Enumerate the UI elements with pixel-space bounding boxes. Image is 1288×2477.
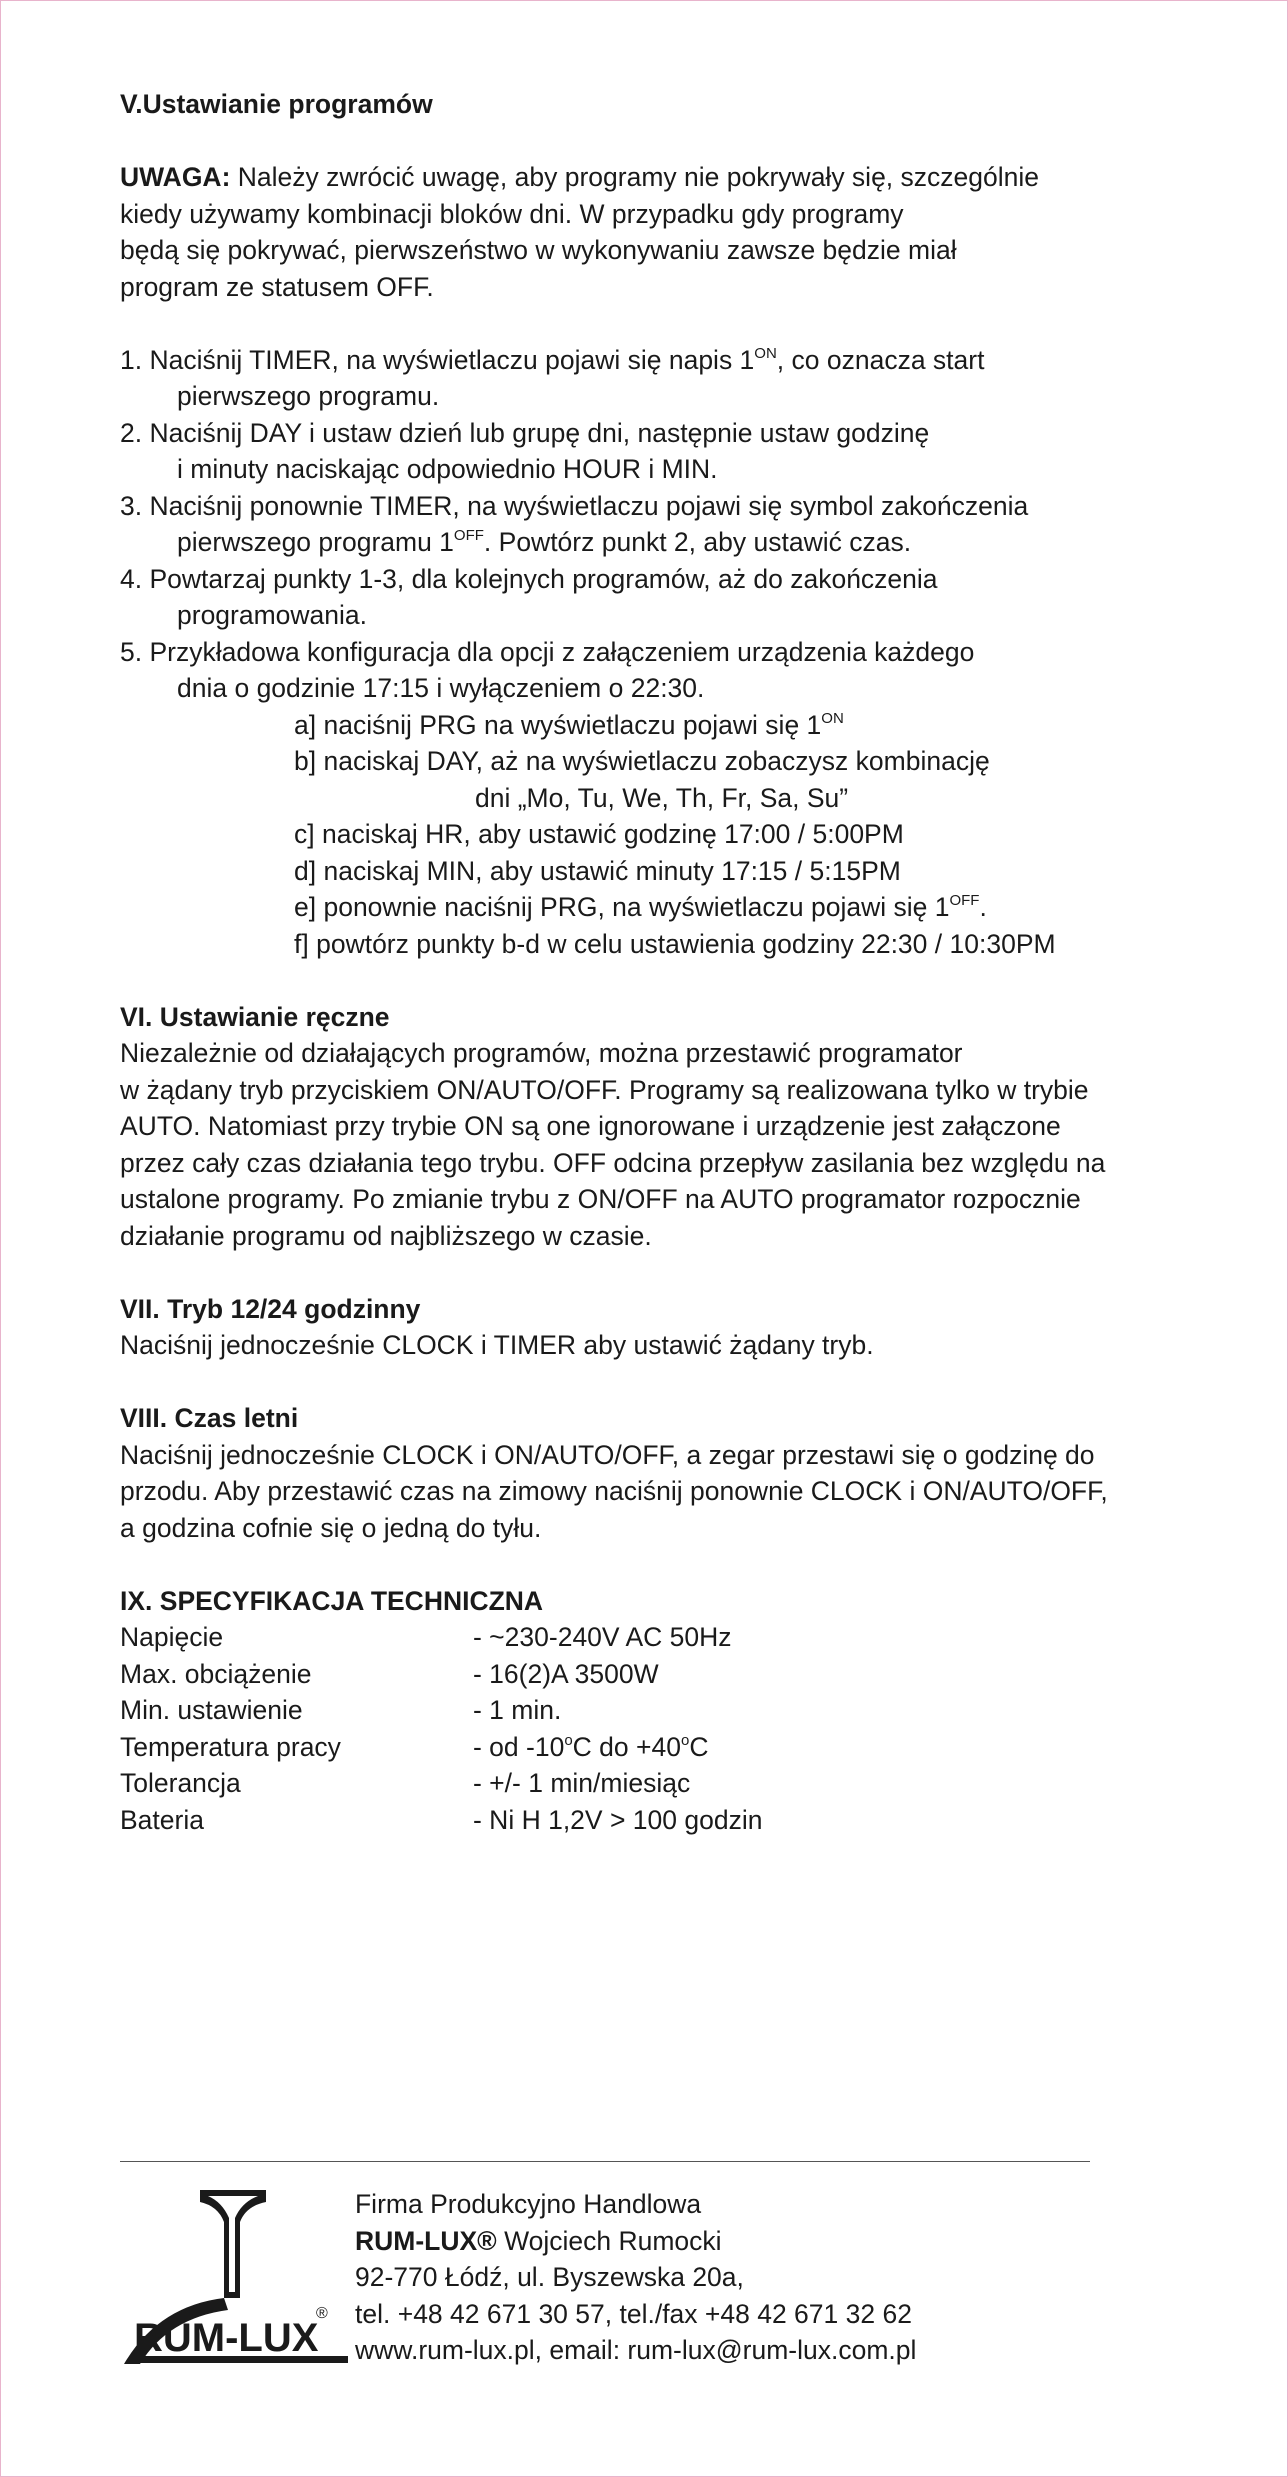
warning-paragraph [120,159,1180,305]
warning-line: Należy zwrócić uwagę, aby programy nie pokrywały się, szczególnie [230,162,1039,192]
substep-e: e] ponownie naciśnij PRG, na wyświetlaczu pojawi się $1^{OFF}$. [294,892,987,922]
spec-label: Min. ustawienie [120,1695,303,1725]
substep-c: c] naciskaj HR, aby ustawić godzinę 17:00 / 5:00PM [294,819,904,849]
spec-row [120,1802,1180,1839]
spec-row [120,1692,1180,1729]
spec-label: Bateria [120,1804,204,1835]
body-line: przez cały czas działania tego trybu. OFF odcina przepływ zasilania bez względu na [120,1147,1106,1178]
section-ix-title: IX. SPECYFIKACJA TECHNICZNA [120,1585,544,1616]
spec-value: - 1 min. [473,1695,562,1725]
step-4: 4. Powtarzaj punkty 1-3, dla kolejnych programów, aż do zakończenia programowania. [120,563,938,630]
section-vi-body [120,1035,1180,1254]
logo-registered-mark: ® [316,2305,328,2322]
body-line: ustalone programy. Po zmianie trybu z ON/OFF na AUTO programator rozpocznie [120,1184,1081,1214]
steps-list [120,342,1180,963]
substep-f: f] powtórz punkty b-d w celu ustawienia godziny 22:30 / 10:30PM [294,928,1056,959]
section-vi-title: VI. Ustawianie ręczne [120,1001,390,1032]
section-v-title: V.Ustawianie programów [120,89,433,119]
spec-label: Napięcie [120,1622,224,1652]
body-line: Naciśnij jednocześnie CLOCK i ON/AUTO/OFF, a zegar przestawi się o godzinę do [120,1439,1095,1470]
substep-b: b] naciskaj DAY, aż na wyświetlaczu zobaczysz kombinację [294,746,990,776]
spec-table [120,1619,1180,1838]
step-3: 3. Naciśnij ponownie TIMER, na wyświetlaczu pojawi się symbol zakończenia pierwszego programu $1^{OFF}$. Powtórz punkt 2, aby ustawić czas. [120,490,1029,557]
spec-label: Max. obciążenie [120,1658,312,1689]
body-line: Naciśnij jednocześnie CLOCK i TIMER aby ustawić żądany tryb. [120,1330,874,1360]
spec-value: - od -10$^o$C do $+40^oC$ [473,1731,709,1762]
substep-d: d] naciskaj MIN, aby ustawić minuty 17:15 / 5:15PM [294,855,901,886]
spec-row [120,1729,1180,1766]
company-name [355,2223,1155,2260]
document-body [120,86,1180,1838]
body-line: w żądany tryb przyciskiem ON/AUTO/OFF. Programy są realizowana tylko w trybie [120,1074,1089,1105]
footer-divider [120,2161,1090,2162]
spec-row [120,1619,1180,1656]
body-line: Niezależnie od działających programów, można przestawić programator [120,1038,963,1068]
spec-row [120,1656,1180,1693]
section-viii-body [120,1437,1180,1547]
step-2: 2. Naciśnij DAY i ustaw dzień lub grupę dni, następnie ustaw godzinę i minuty naciskając odpowiednio HOUR i MIN. [120,417,930,484]
company-address: 92-770 Łódź, ul. Byszewska 20a, [355,2262,744,2292]
spec-value: - Ni H 1,2V > 100 godzin [473,1804,763,1835]
section-vii-title: VII. Tryb 12/24 godzinny [120,1293,421,1324]
spec-value: - ~230-240V AC 50Hz [473,1622,732,1652]
spec-value: - 16(2)A 3500W [473,1658,659,1689]
warning-line: będą się pokrywać, pierwszeństwo w wykonywaniu zawsze będzie miał [120,235,957,265]
owner-name: Wojciech Rumocki [496,2225,722,2256]
step-5: 5. Przykładowa konfiguracja dla opcji z załączeniem urządzenia każdego dnia o godzinie 17:15 i wyłączeniem o 22:30. [120,636,975,703]
spec-label: Tolerancja [120,1768,241,1798]
company-line: Firma Produkcyjno Handlowa [355,2189,702,2219]
company-info [355,2186,1155,2369]
company-web[interactable]: www.rum-lux.pl, email: rum-lux@rum-lux.com.pl [355,2335,917,2365]
substep-b-continuation: dni „Mo, Tu, We, Th, Fr, Sa, Su” [475,782,849,813]
warning-label: UWAGA: [120,162,231,192]
spec-row [120,1765,1180,1802]
warning-line: kiedy używamy kombinacji bloków dni. W przypadku gdy programy [120,198,904,229]
substep-a: a] naciśnij PRG na wyświetlaczu pojawi się $1^{ON}$ [294,709,844,740]
logo-text: RUM-LUX [134,2316,319,2360]
brand-name: RUM-LUX® [355,2225,497,2256]
company-phone: tel. +48 42 671 30 57, tel./fax +48 42 671 32 62 [355,2298,912,2329]
spec-value: - +/- 1 min/miesiąc [473,1768,691,1798]
body-line: a godzina cofnie się o jedną do tyłu. [120,1512,542,1543]
spec-label: Temperatura pracy [120,1731,341,1762]
rum-lux-logo-icon [118,2188,348,2364]
step-1: 1. Naciśnij TIMER, na wyświetlaczu pojawi się napis $1^{ON}$, co oznacza start pierwszego programu. [120,344,985,411]
warning-line: program ze statusem OFF. [120,271,434,302]
body-line: przodu. Aby przestawić czas na zimowy naciśnij ponownie CLOCK i ON/AUTO/OFF, [120,1476,1108,1506]
body-line: AUTO. Natomiast przy trybie ON są one ignorowane i urządzenie jest załączone [120,1111,1061,1141]
body-line: działanie programu od najbliższego w czasie. [120,1220,652,1251]
section-viii-title: VIII. Czas letni [120,1403,299,1433]
